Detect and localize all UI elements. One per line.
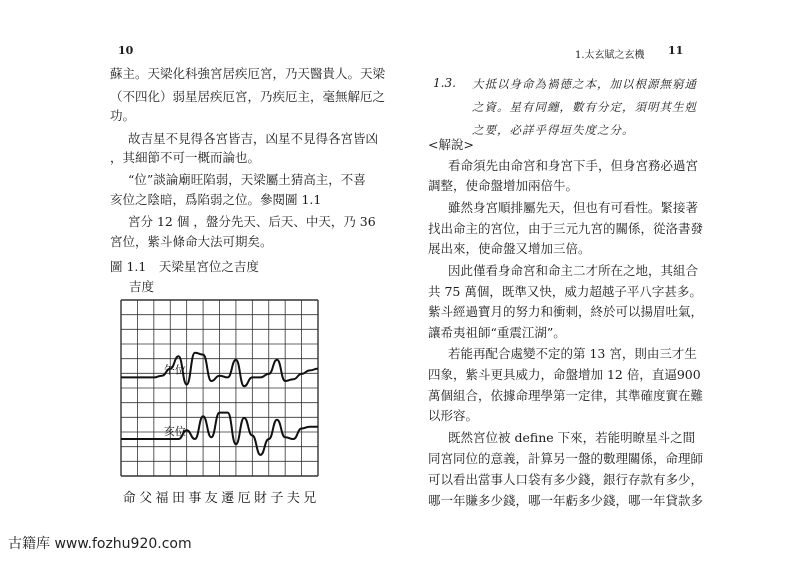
left-text-line: 宮分 12 個 ，盤分先天、后天、中天，乃 36 <box>128 214 376 229</box>
right-text-line: 可以看出當事人口袋有多少錢，銀行存款有多少， <box>428 472 704 487</box>
verse-line: 大抵以身命為禍德之本，加以根源無窮通 <box>472 77 697 91</box>
left-page-number: 10 <box>118 44 134 57</box>
x-tick-label: 命 <box>122 491 136 506</box>
x-tick-label: 兄 <box>303 491 317 506</box>
left-text-line: （不四化）弱星居疾厄宮，乃疾厄主，毫無解厄之 <box>110 89 386 104</box>
left-text-line: 功。 <box>110 108 136 123</box>
figure-caption: 圖 1.1 天梁星宮位之吉度 <box>110 259 259 274</box>
right-text-line: 調整，使命盤增加兩倍牛。 <box>428 178 579 193</box>
left-text-line: 蘇主。天梁化科強宮居疾厄宮，乃天醫貴人。天梁 <box>110 66 386 81</box>
right-page-number: 11 <box>668 44 684 57</box>
right-text-line: 因此僅看身命宮和命主二才所在之地，其組合 <box>448 263 699 278</box>
x-tick-label: 事 <box>188 491 202 506</box>
right-page-header: 1.太玄賦之玄機 <box>575 50 645 61</box>
right-text-line: 找出命主的宮位，由于三元九宮的關係，從洛書發 <box>428 221 704 236</box>
wu-position-label: 午位 <box>163 363 186 377</box>
x-tick-label: 友 <box>204 491 218 506</box>
right-text-line: 看命須先由命宮和身宮下手，但身宮務必過宮 <box>448 158 699 173</box>
watermark: 古籍库 www.fozhu920.com <box>8 536 192 552</box>
x-tick-label: 厄 <box>237 491 251 506</box>
right-text-line: 若能再配合處變不定的第 13 宮，則由三才生 <box>448 346 697 361</box>
figure-y-label: 吉度 <box>129 279 155 294</box>
x-tick-label: 財 <box>254 491 268 506</box>
left-text-line: 宮位，紫斗條命大法可期矣。 <box>110 234 273 249</box>
right-text-line: 萬個組合，依據命理學第一定律，其準確度實在難 <box>428 388 704 403</box>
x-tick-label: 田 <box>171 491 185 506</box>
right-text-line: 哪一年賺多少錢，哪一年虧多少錢，哪一年貸款多 <box>428 493 704 508</box>
right-text-line: 展出來，使命盤又增加三倍。 <box>428 241 591 256</box>
chart-grid <box>121 300 318 476</box>
x-tick-label: 父 <box>139 491 153 506</box>
right-text-line: 雖然身宮順排屬先天，但也有可看性。緊接著 <box>448 200 699 215</box>
x-tick-label: 子 <box>270 491 284 506</box>
verse-number: 1.3. <box>433 76 456 90</box>
right-text-line: 同宮同位的意義，計算另一盤的數理關係，命理師 <box>428 451 704 466</box>
right-text-line: 紫斗經過寶月的努力和衝刺，終於可以揚眉吐氣， <box>428 304 704 319</box>
right-text-line: 共 75 萬個，既準又快，威力超越子平八字甚多。 <box>428 284 702 299</box>
verse-line: 之要，必詳乎得垣失度之分。 <box>472 123 635 137</box>
right-text-line: 既然宮位被 define 下來，若能明瞭星斗之間 <box>448 430 696 445</box>
x-tick-label: 夫 <box>286 491 300 506</box>
left-text-line: “位”談論廟旺陷弱，天梁屬土猜高主，不喜 <box>128 172 366 187</box>
hai-position-label: 亥位 <box>163 425 186 439</box>
right-text-line: 四象，紫斗更具威力，命盤增加 12 倍，直逼900 <box>428 367 701 382</box>
left-text-line: ，其細節不可一概而論也。 <box>110 150 261 165</box>
right-text-line: 以形容。 <box>428 408 479 423</box>
right-text-line: 讓希夷祖師“重震江湖”。 <box>428 325 566 340</box>
verse-line: 之資。星有同纏，數有分定，須明其生剋 <box>472 100 697 114</box>
section-label: <解說> <box>428 137 474 152</box>
x-tick-label: 遷 <box>221 491 235 506</box>
left-text-line: 亥位之陰暗，爲陷弱之位。參閱圖 1.1 <box>110 192 322 207</box>
x-tick-label: 福 <box>155 491 169 506</box>
left-text-line: 故吉星不見得各宮皆吉，凶星不見得各宮皆凶 <box>128 131 379 146</box>
